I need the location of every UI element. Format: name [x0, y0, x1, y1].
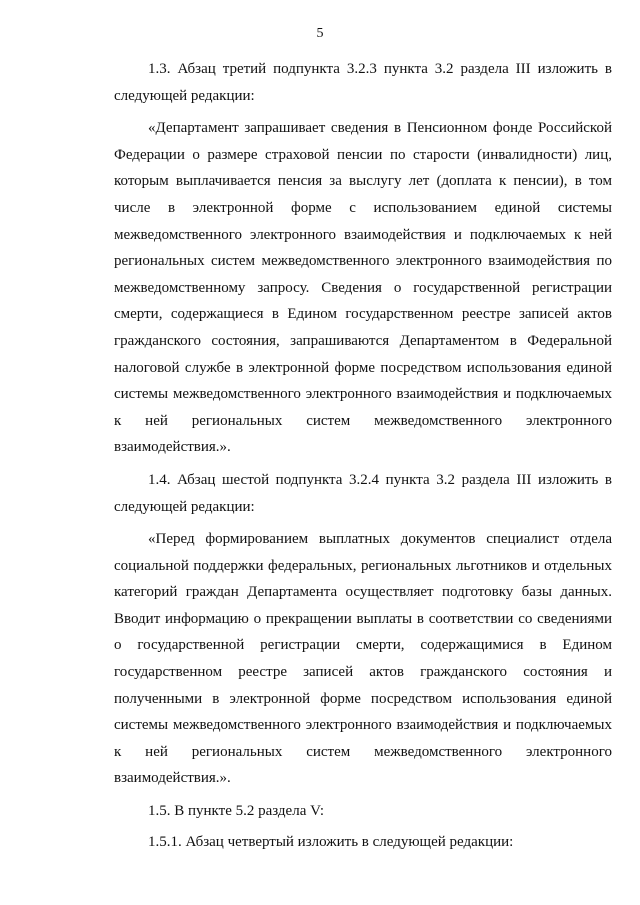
document-body: [114, 56, 612, 861]
paragraph-quote-payment-documents: «Перед формированием выплатных документов специалист отдела социальной поддержки федеральных, региональных льготников и отдельных категорий граждан Департамента осуществляет подготовку базы данных. Вводит информацию о прекращении выплаты в соответствии со сведениями о государственной регистрации смерти, содержащимися в Едином государственном реестре записей актов гражданского состояния и полученными в электронной форме посредством использования единой системы межведомственного электронного взаимодействия и подключаемых к ней региональных систем межведомственного электронного взаимодействия.».: [114, 531, 612, 787]
paragraph-1-4: 1.4. Абзац шестой подпункта 3.2.4 пункта 3.2 раздела III изложить в следующей редакции:: [114, 471, 612, 515]
page-number: 5: [316, 26, 324, 41]
paragraph-1-5: 1.5. В пункте 5.2 раздела V:: [148, 803, 324, 820]
paragraph-quote-department-requests: «Департамент запрашивает сведения в Пенсионном фонде Российской Федерации о размере страховой пенсии по старости (инвалидности) лиц, которым выплачивается пенсия за выслугу лет (доплата к пенсии), в том числе в электронной форме с использованием единой системы межведомственного электронного взаимодействия и подключаемых к ней региональных систем межведомственного электронного взаимодействия по межведомственному запросу. Сведения о государственной регистрации смерти, содержащиеся в Едином государственном реестре записей актов гражданского состояния, запрашиваются Департаментом в Федеральной налоговой службе в электронной форме посредством использования единой системы межведомственного электронного взаимодействия и подключаемых к ней региональных систем межведомственного электронного взаимодействия.».: [114, 120, 612, 456]
paragraph-1-3: 1.3. Абзац третий подпункта 3.2.3 пункта 3.2 раздела III изложить в следующей редакции:: [114, 61, 612, 104]
paragraph-1-5-1: 1.5.1. Абзац четвертый изложить в следующей редакции:: [148, 833, 514, 850]
